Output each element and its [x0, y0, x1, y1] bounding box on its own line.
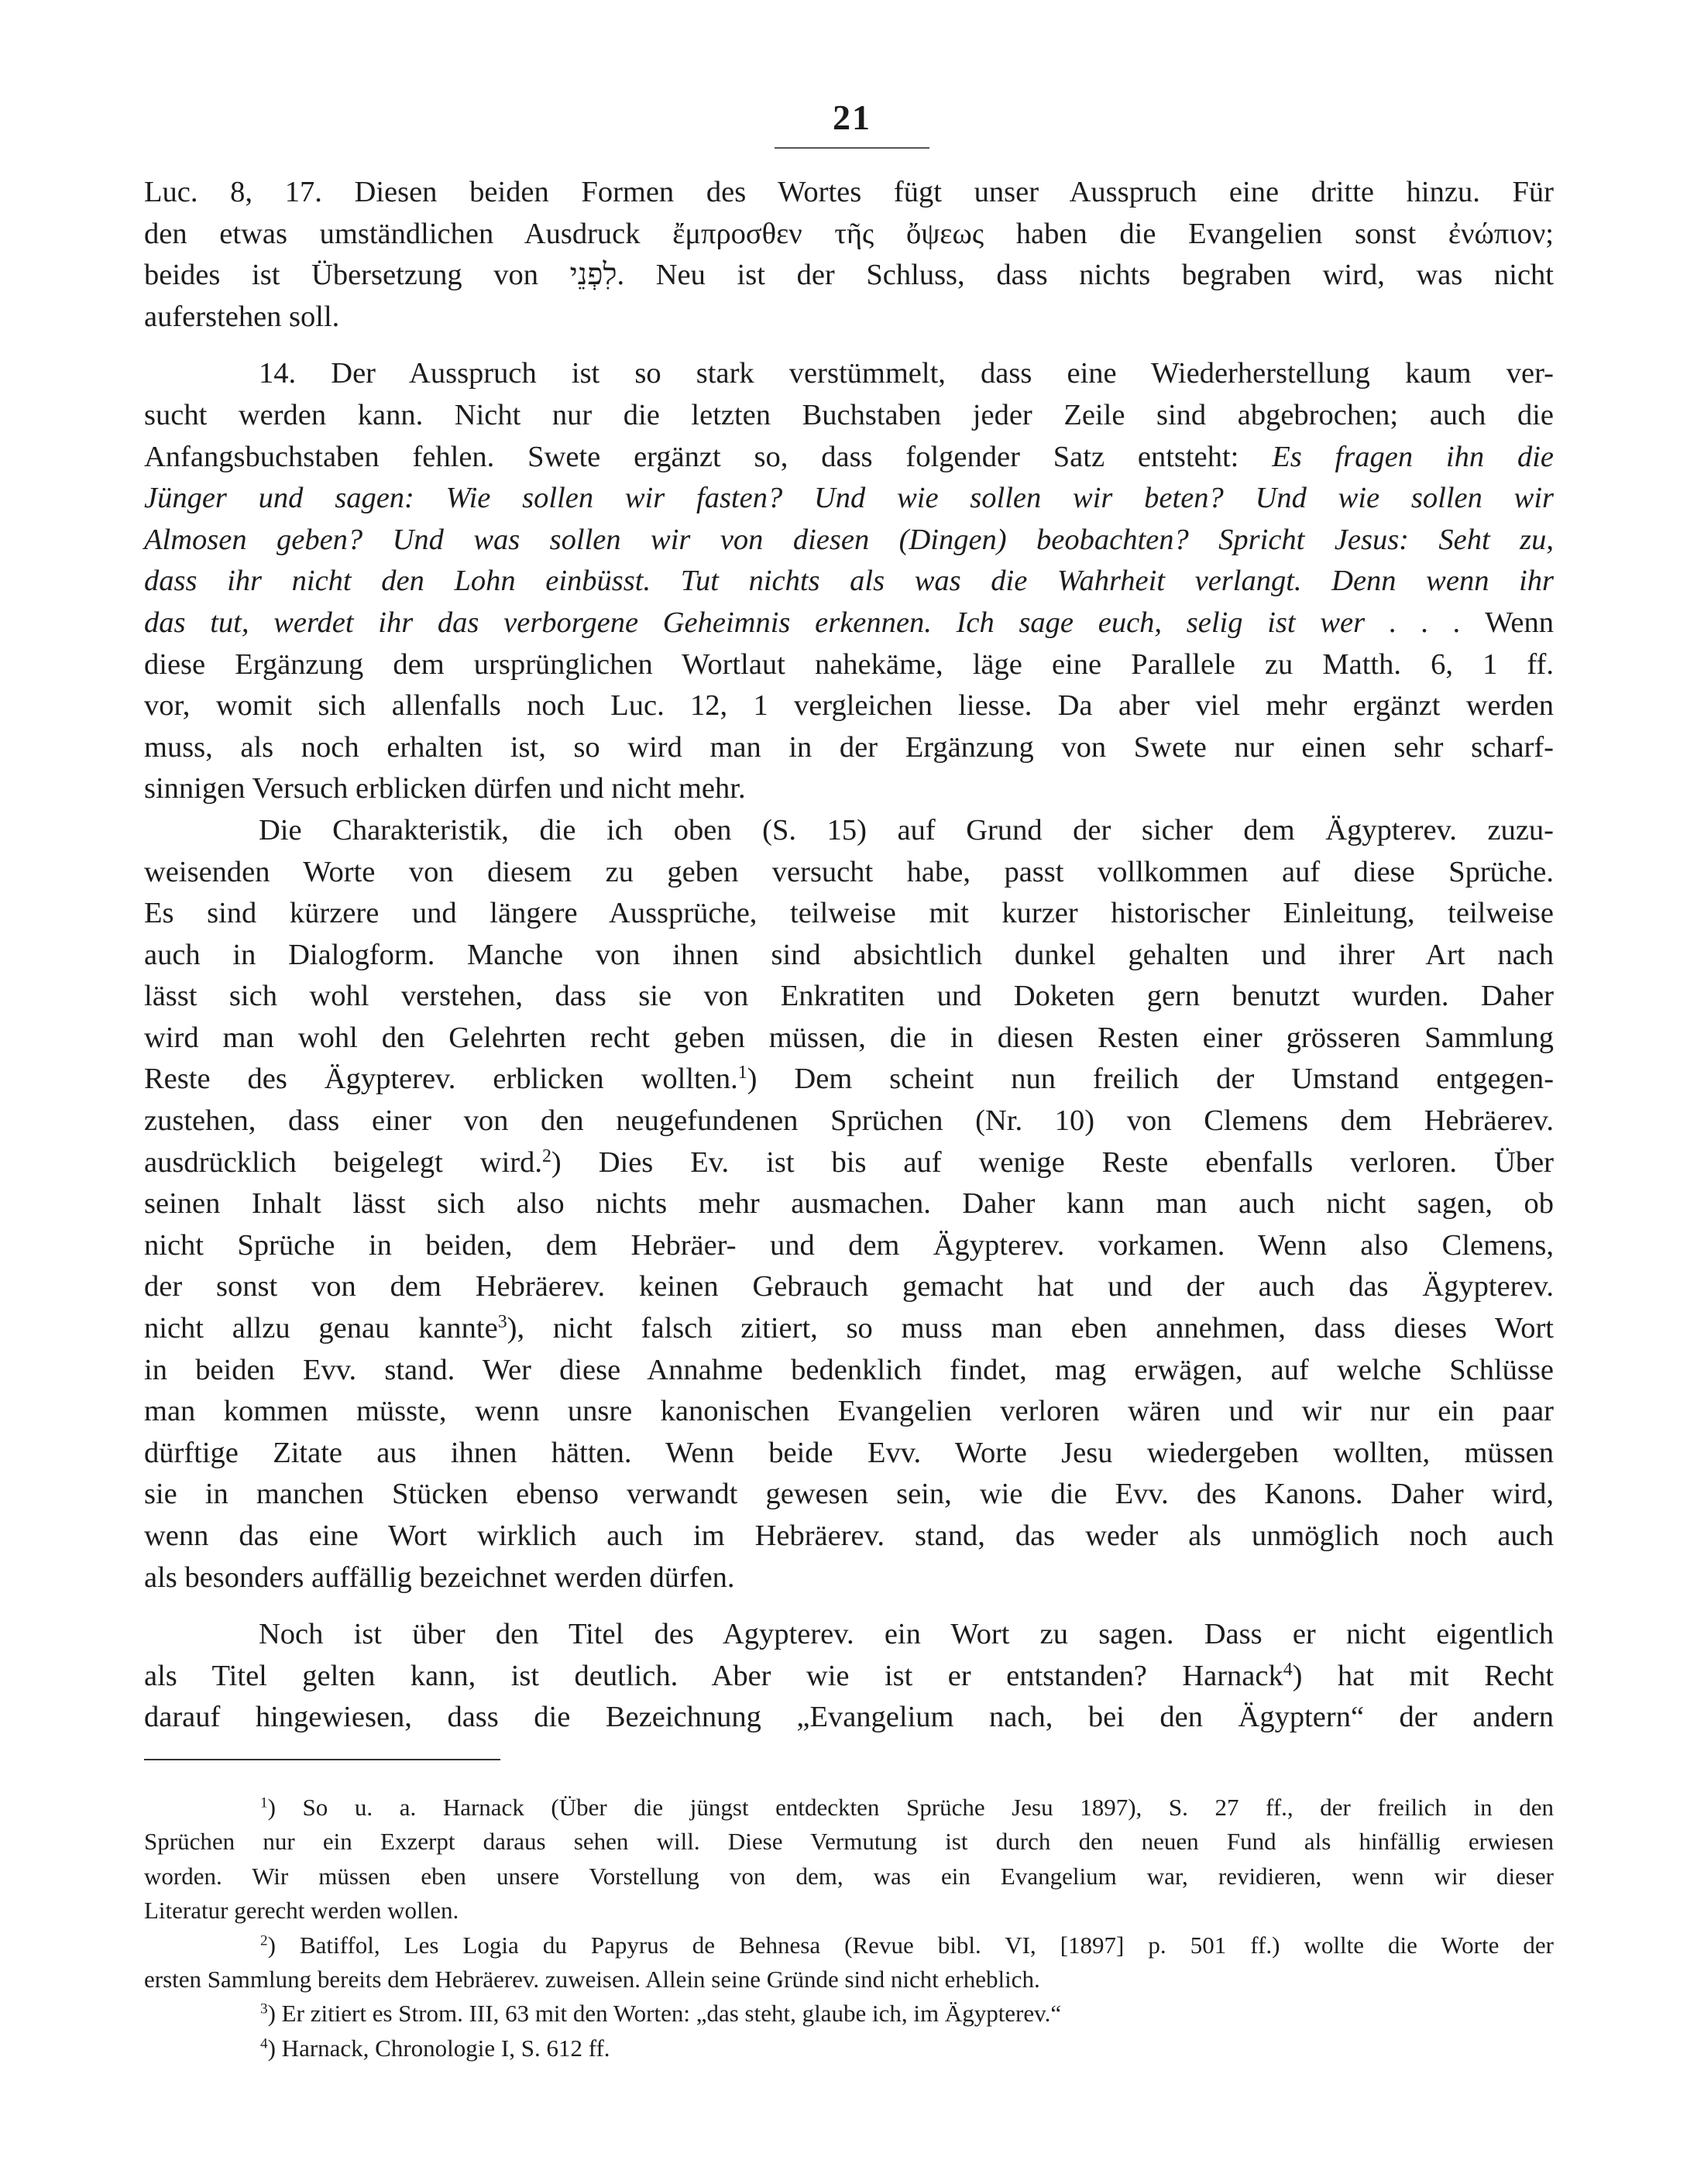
text-line [144, 1142, 1554, 1184]
text-line: Luc. 8, 17. Diesen beiden Formen des Wortes fügt unser Ausspruch eine dritte hinzu. Für [144, 176, 1554, 208]
text-line [144, 561, 1554, 603]
footnote-ref: 1 [737, 1063, 747, 1083]
footnote-mark: 3 [260, 2000, 268, 2017]
italic-segment: Almosen geben? Und was sollen wir von diesen (Dingen) beobachten? Spricht Jesus: Seht zu, [144, 523, 1554, 556]
text-segment: ) hat mit Recht [1292, 1659, 1554, 1692]
text-line: dürftige Zitate aus ihnen hätten. Wenn beide Evv. Worte Jesu wiedergeben wollten, müssen [144, 1436, 1554, 1469]
text-segment: Anfangsbuchstaben fehlen. Swete ergänzt so, dass folgender Satz entsteht: [144, 440, 1239, 473]
footnote-line [144, 1997, 1554, 2031]
text-line: in beiden Evv. stand. Wer diese Annahme bedenklich findet, mag erwägen, auf welche Schlüsse [144, 1353, 1554, 1386]
text-line: auferstehen soll. [144, 300, 340, 333]
footnote-line: Sprüchen nur ein Exzerpt daraus sehen will. Diese Vermutung ist durch den neuen Fund als hinfällig erwiesen [144, 1828, 1554, 1856]
text-segment: ) Dies Ev. ist bis auf wenige Reste ebenfalls verloren. Über [551, 1145, 1554, 1179]
footnote-mark: 1 [260, 1794, 268, 1811]
text-segment: ) Harnack, Chronologie I, S. 612 ff. [267, 2034, 610, 2062]
footnote-mark: 4 [260, 2035, 268, 2052]
footnote-ref: 3 [497, 1311, 507, 1332]
footnote-ref: 2 [541, 1145, 551, 1166]
footnote-mark: 2 [260, 1932, 268, 1949]
footnote-rule [144, 1759, 500, 1760]
header-rule [775, 147, 929, 149]
footnotes [144, 1791, 1554, 2066]
footnote-line [144, 2031, 1554, 2066]
text-line [144, 1656, 1554, 1698]
italic-segment: Es fragen ihn die [1272, 440, 1555, 473]
text-line: sie in manchen Stücken ebenso verwandt gewesen sein, wie die Evv. des Kanons. Daher wird, [144, 1478, 1554, 1511]
text-line: weisenden Worte von diesem zu geben versucht habe, passt vollkommen auf diese Sprüche. [144, 855, 1554, 888]
text-line: den etwas umständlichen Ausdruck ἔμπροσθεν τῆς ὄψεως haben die Evangelien sonst ἐνώπιον; [144, 217, 1554, 250]
text-segment: nicht allzu genau kannte [144, 1312, 498, 1345]
text-segment: Reste des Ägypterev. erblicken wollten. [144, 1063, 738, 1096]
text-line: als besonders auffällig bezeichnet werden dürfen. [144, 1561, 735, 1594]
text-segment: Wenn [1485, 606, 1554, 639]
footnote-line: ersten Sammlung bereits dem Hebräerev. zuweisen. Allein seine Gründe sind nicht erheblich. [144, 1966, 1040, 1993]
text-line [144, 437, 1554, 479]
text-line: muss, als noch erhalten ist, so wird man in der Ergänzung von Swete nur einen sehr scharf- [144, 730, 1554, 764]
text-line: der sonst von dem Hebräerev. keinen Gebrauch gemacht hat und der auch das Ägypterev. [144, 1270, 1554, 1303]
text-line: vor, womit sich allenfalls noch Luc. 12, 1 vergleichen liesse. Da aber viel mehr ergänzt werden [144, 689, 1554, 723]
text-line: zustehen, dass einer von den neugefundenen Sprüchen (Nr. 10) von Clemens dem Hebräerev. [144, 1104, 1554, 1138]
italic-segment: dass ihr nicht den Lohn einbüsst. Tut nichts als was die Wahrheit verlangt. Denn wenn ihr [144, 565, 1554, 598]
text-line [144, 603, 1554, 644]
footnote-ref: 4 [1283, 1659, 1293, 1680]
footnote-line: worden. Wir müssen eben unsere Vorstellung von dem, was ein Evangelium war, revidieren, wenn wir dieser [144, 1862, 1554, 1890]
text-line: diese Ergänzung dem ursprünglichen Wortlaut nahekäme, läge eine Parallele zu Matth. 6, 1 ff. [144, 647, 1554, 681]
text-line: wenn das eine Wort wirklich auch im Hebräerev. stand, das weder als unmöglich noch auch [144, 1520, 1554, 1552]
text-line: wird man wohl den Gelehrten recht geben müssen, die in diesen Resten einer grösseren Sammlung [144, 1021, 1554, 1054]
text-line: nicht Sprüche in beiden, dem Hebräer- und dem Ägypterev. vorkamen. Wenn also Clemens, [144, 1228, 1554, 1262]
footnote-line: Literatur gerecht werden wollen. [144, 1897, 459, 1925]
text-line [144, 520, 1554, 561]
text-line [144, 478, 1554, 520]
text-line: darauf hingewiesen, dass die Bezeichnung „Evangelium nach, bei den Ägyptern“ der andern [144, 1701, 1554, 1734]
text-segment: als Titel gelten kann, ist deutlich. Aber wie ist er entstanden? Harnack [144, 1659, 1283, 1692]
text-line [144, 1059, 1554, 1101]
text-line: Es sind kürzere und längere Aussprüche, teilweise mit kurzer historischer Einleitung, teilweise [144, 897, 1554, 930]
text-line: Die Charakteristik, die ich oben (S. 15) auf Grund der sicher dem Ägypterev. zuzu- [259, 813, 1554, 846]
italic-segment: Jünger und sagen: Wie sollen wir fasten? Und wie sollen wir beten? Und wie sollen wir [144, 482, 1554, 515]
italic-segment: das tut, werdet ihr das verborgene Geheimnis erkennen. Ich sage euch, selig ist wer . . . [144, 606, 1462, 639]
text-segment: ), nicht falsch zitiert, so muss man eben annehmen, dass dieses Wort [507, 1312, 1554, 1345]
text-line: man kommen müsste, wenn unsre kanonischen Evangelien verloren wären und wir nur ein paar [144, 1395, 1554, 1428]
text-segment: ) Er zitiert es Strom. III, 63 mit den Worten: „das steht, glaube ich, im Ägypterev.“ [267, 2000, 1062, 2028]
text-line: Noch ist über den Titel des Agypterev. ein Wort zu sagen. Dass er nicht eigentlich [259, 1618, 1554, 1651]
text-line: auch in Dialogform. Manche von ihnen sind absichtlich dunkel gehalten und ihrer Art nach [144, 938, 1554, 971]
main-text [144, 172, 1554, 1739]
text-line: 14. Der Ausspruch ist so stark verstümmelt, dass eine Wiederherstellung kaum ver- [259, 357, 1554, 390]
text-line: sucht werden kann. Nicht nur die letzten Buchstaben jeder Zeile sind abgebrochen; auch die [144, 398, 1554, 431]
text-segment: ausdrücklich beigelegt wird. [144, 1145, 542, 1179]
text-line: beides ist Übersetzung von לִפְנֵי. Neu ist der Schluss, dass nichts begraben wird, was nicht [144, 259, 1554, 292]
text-line: sinnigen Versuch erblicken dürfen und nicht mehr. [144, 772, 746, 805]
text-line [144, 1308, 1554, 1350]
text-segment: ) So u. a. Harnack (Über die jüngst entdeckten Sprüche Jesu 1897), S. 27 ff., der freilich in den [267, 1794, 1554, 1821]
text-segment: ) Dem scheint nun freilich der Umstand entgegen- [747, 1063, 1555, 1096]
text-line: seinen Inhalt lässt sich also nichts mehr ausmachen. Daher kann man auch nicht sagen, ob [144, 1187, 1554, 1221]
footnote-line [144, 1928, 1554, 1963]
text-segment: ) Batiffol, Les Logia du Papyrus de Behnesa (Revue bibl. VI, [1897] p. 501 ff.) wollte die Worte der [267, 1931, 1554, 1959]
text-line: lässt sich wohl verstehen, dass sie von Enkratiten und Doketen gern benutzt wurden. Daher [144, 980, 1554, 1013]
page-number: 21 [833, 98, 871, 137]
footnote-line [144, 1791, 1554, 1825]
